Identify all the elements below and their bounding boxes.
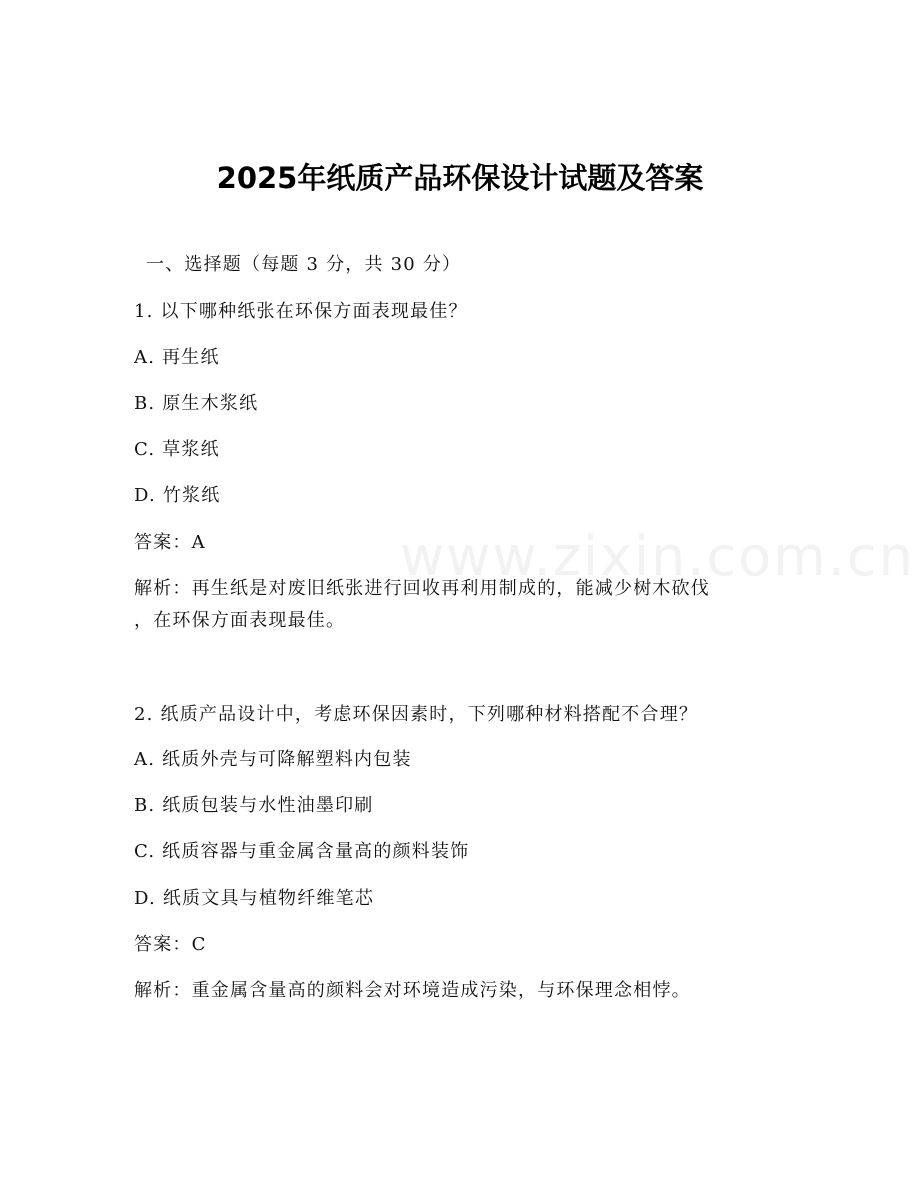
question-2-answer: 答案：C (134, 934, 207, 955)
question-2-explanation: 解析：重金属含量高的颜料会对环境造成污染，与环保理念相悖。 (134, 980, 691, 1001)
question-1-explanation-line-2: ，在环保方面表现最佳。 (134, 610, 346, 631)
question-1-explanation-line-1: 解析：再生纸是对废旧纸张进行回收再利用制成的，能减少树木砍伐 (134, 578, 710, 599)
question-1-option-b: B. 原生木浆纸 (134, 393, 259, 414)
question-1-stem: 1. 以下哪种纸张在环保方面表现最佳？ (134, 301, 468, 322)
question-1-option-d: D. 竹浆纸 (134, 485, 221, 506)
document-title: 2025年纸质产品环保设计试题及答案 (216, 161, 704, 195)
question-1-option-c: C. 草浆纸 (134, 439, 220, 460)
question-2-option-c: C. 纸质容器与重金属含量高的颜料装饰 (134, 841, 470, 862)
question-1-answer: 答案：A (134, 532, 206, 553)
question-2-option-d: D. 纸质文具与植物纤维笔芯 (134, 888, 375, 909)
watermark: www.zixin.com.cn (400, 525, 915, 588)
section-heading: 一、选择题（每题 3 分，共 30 分） (146, 254, 462, 275)
question-2-option-b: B. 纸质包装与水性油墨印刷 (134, 795, 374, 816)
question-2-stem: 2. 纸质产品设计中，考虑环保因素时，下列哪种材料搭配不合理？ (134, 704, 699, 725)
question-1-option-a: A. 再生纸 (134, 347, 220, 368)
question-2-option-a: A. 纸质外壳与可降解塑料内包装 (134, 749, 412, 770)
